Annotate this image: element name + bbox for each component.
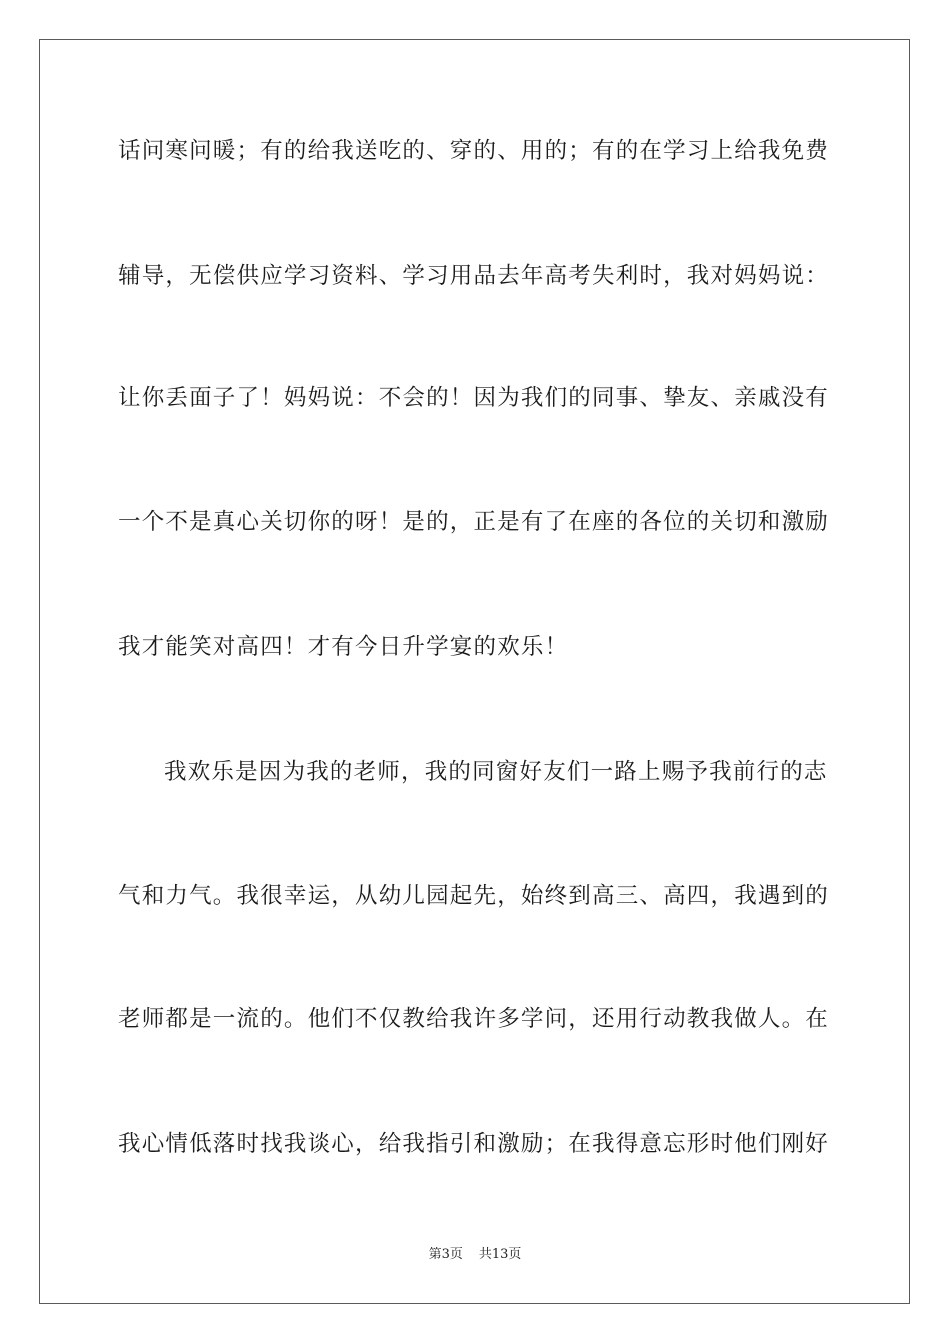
text-line: 我才能笑对高四！才有今日升学宴的欢乐！: [118, 634, 569, 660]
text-line: 气和力气。我很幸运，从幼儿园起先，始终到高三、高四，我遇到的: [118, 883, 830, 909]
page-footer: [0, 1246, 950, 1264]
total-pages: 共13页: [478, 1247, 522, 1262]
text-line: 话问寒问暖；有的给我送吃的、穿的、用的；有的在学习上给我免费: [118, 138, 830, 164]
text-line: 一个不是真心关切你的呀！是的，正是有了在座的各位的关切和激励: [118, 509, 830, 535]
page-number: 第3页: [428, 1247, 463, 1262]
page-border: [39, 39, 910, 1304]
text-line: 我心情低落时找我谈心，给我指引和激励；在我得意忘形时他们刚好: [118, 1131, 830, 1157]
text-line: 辅导，无偿供应学习资料、学习用品去年高考失利时，我对妈妈说：: [118, 263, 830, 289]
paragraph-first-line: 我欢乐是因为我的老师，我的同窗好友们一路上赐予我前行的志: [164, 759, 828, 785]
text-line: 让你丢面子了！妈妈说：不会的！因为我们的同事、挚友、亲戚没有: [118, 385, 830, 411]
text-line: 老师都是一流的。他们不仅教给我许多学问，还用行动教我做人。在: [118, 1006, 830, 1032]
